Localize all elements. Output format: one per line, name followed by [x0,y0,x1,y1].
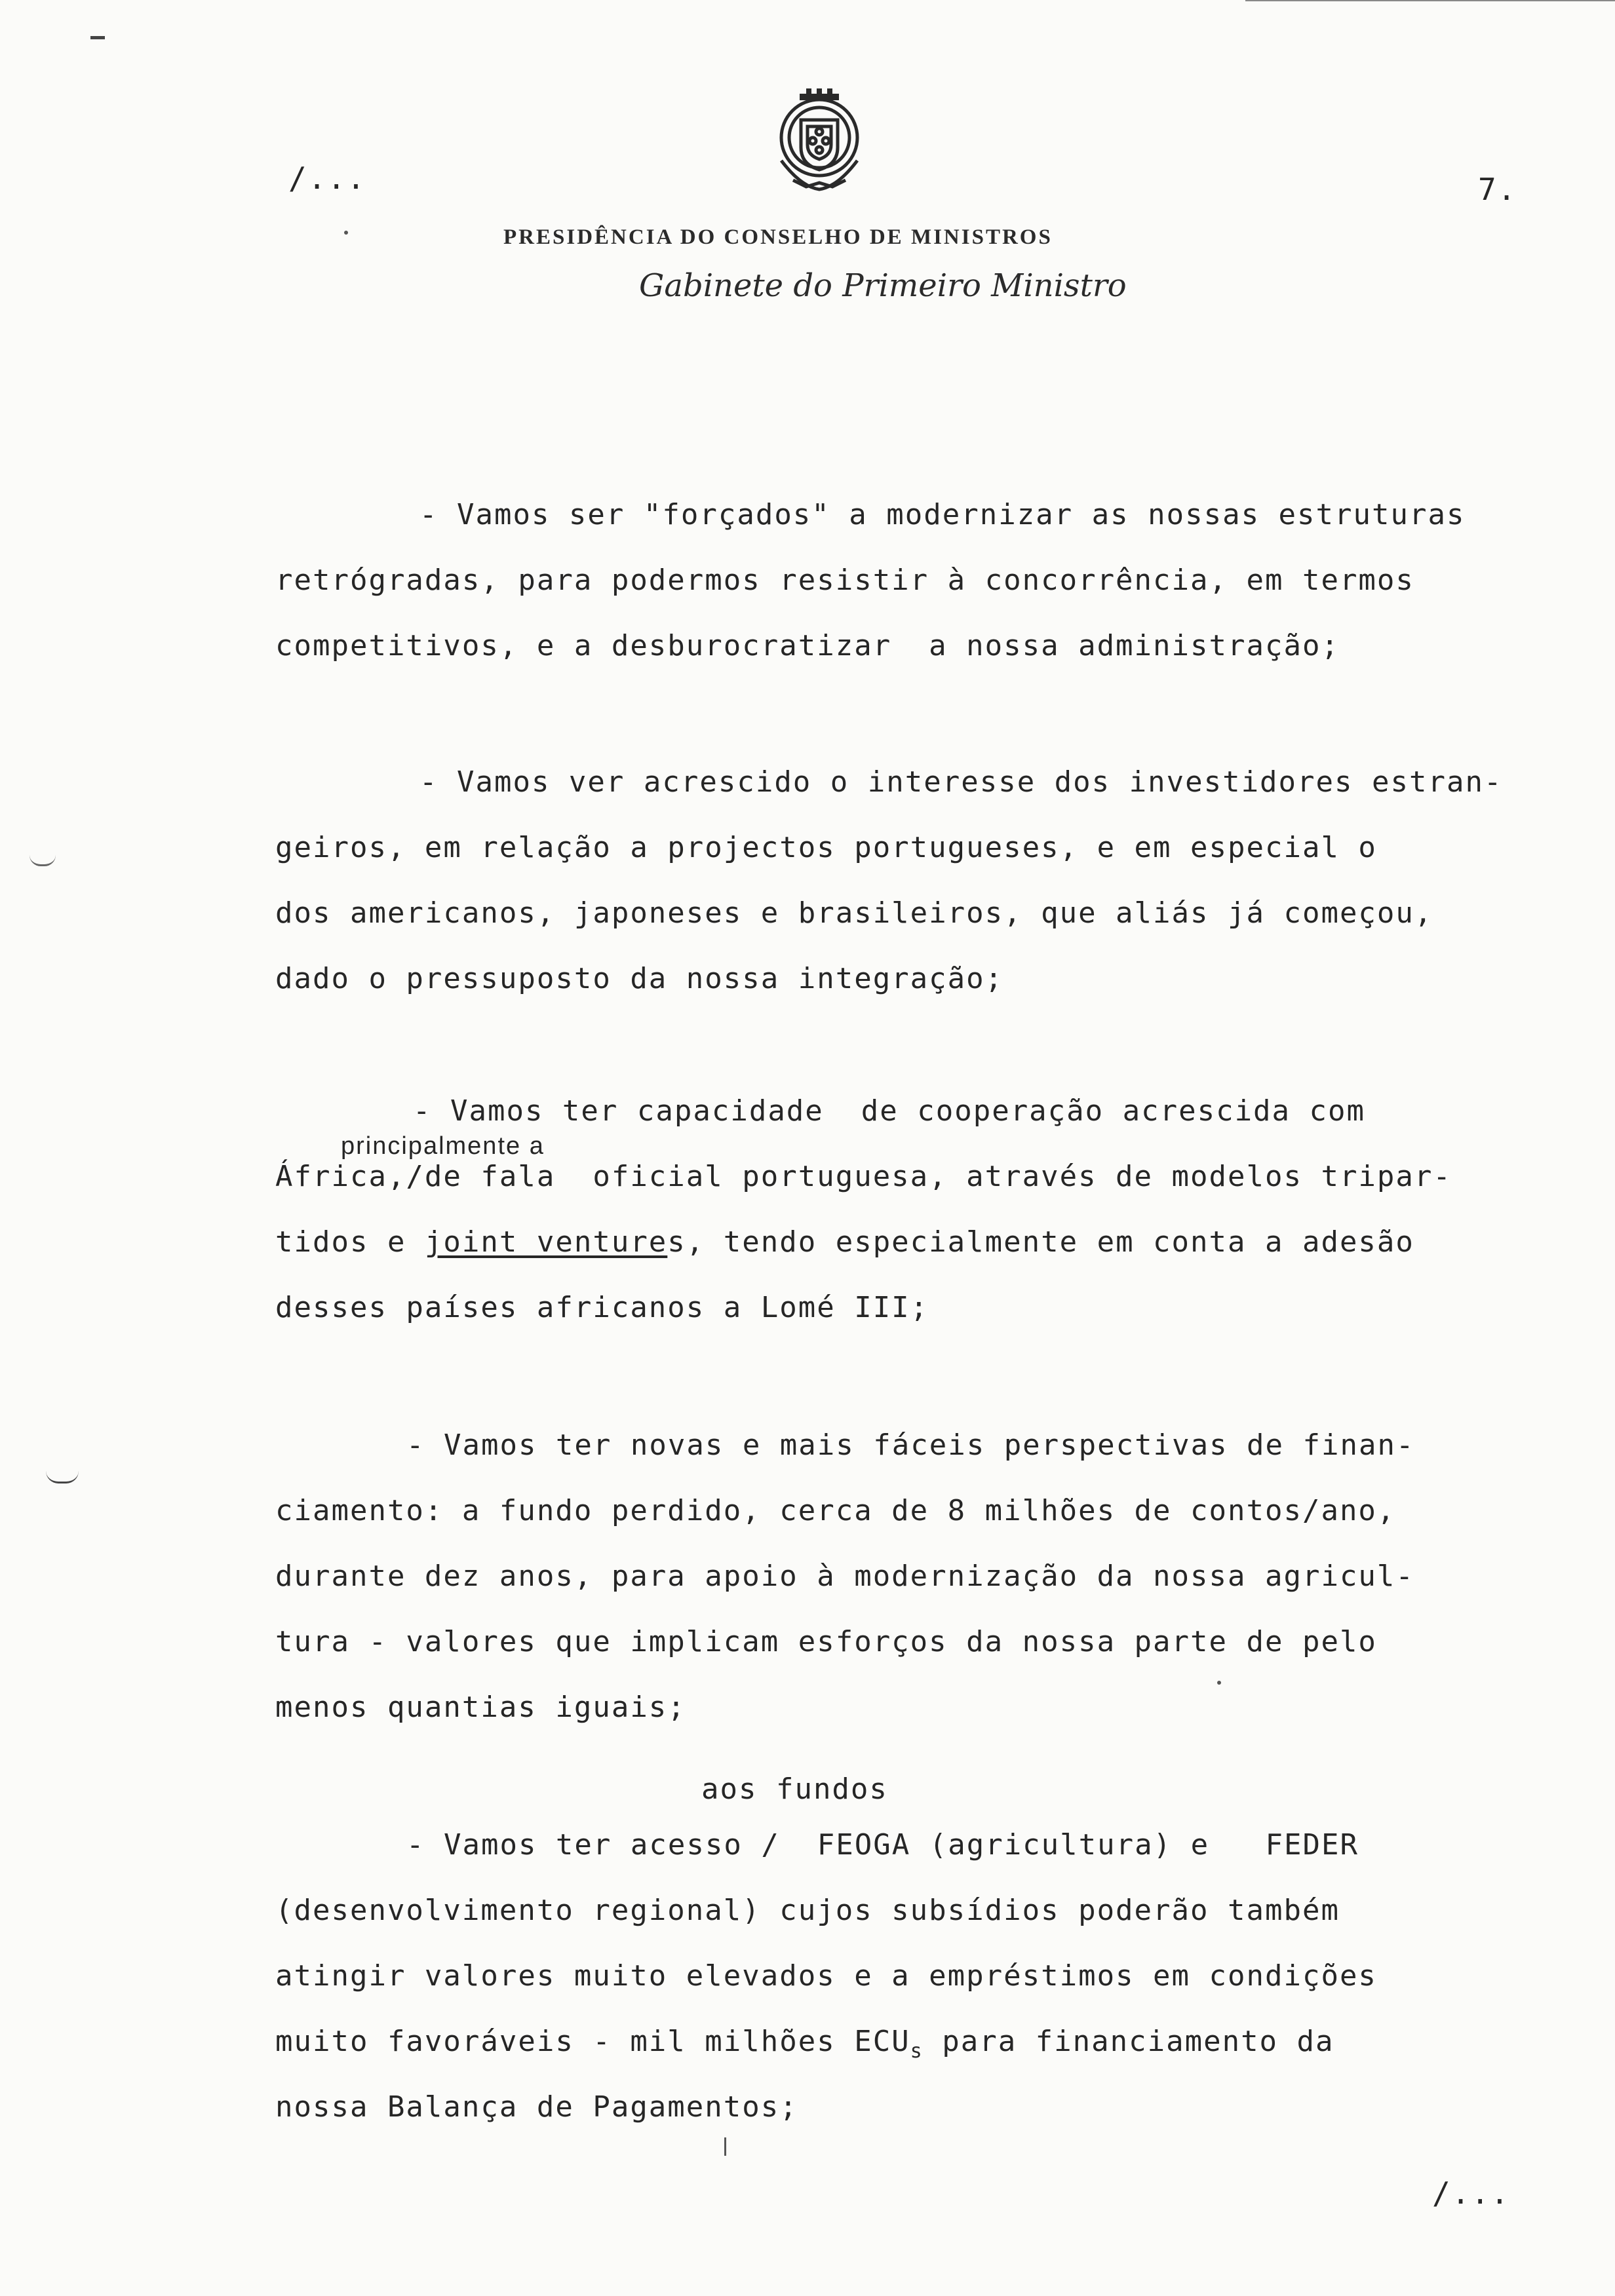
paragraph-5-line-5: nossa Balança de Pagamentos; [275,2090,798,2124]
joint-venture-term: joint venture [424,1225,668,1259]
next-page-marker: /... [1432,2175,1510,2211]
paragraph-4-line-3: durante dez anos, para apoio à modernização da nossa agricul- [275,1559,1414,1593]
paragraph-1-line-1: - Vamos ser "forçados" a modernizar as nossas estruturas [419,498,1466,531]
office-name: Gabinete do Primeiro Ministro [639,267,1127,304]
paragraph-3 [275,1094,1560,1330]
handwritten-insertion-principalmente: principalmente a [341,1132,545,1160]
paragraph-1-line-3: competitivos, e a desburocratizar a nossa administração; [275,629,1340,662]
paragraph-5-line-4-start: muito favoráveis - mil milhões ECU [275,2025,910,2058]
paragraph-5-line-4 [275,2025,1334,2063]
paragraph-3-line-4: desses países africanos a Lomé III; [275,1291,929,1324]
paragraph-4-line-4: tura - valores que implicam esforços da nossa parte de pelo [275,1625,1377,1658]
paragraph-2-line-2: geiros, em relação a projectos portugueses, e em especial o [275,831,1377,864]
paragraph-4 [275,1428,1560,1743]
previous-page-marker: /... [288,161,366,196]
paragraph-4-line-5: menos quantias iguais; [275,1691,686,1724]
paragraph-2-line-4: dado o pressuposto da nossa integração; [275,962,1004,995]
scan-speck [344,231,348,235]
scan-speck [1217,1681,1221,1685]
page-edge-line [1245,0,1615,1]
handwritten-insertion-aos-fundos: aos fundos [701,1772,888,1806]
coat-of-arms-icon [767,88,872,206]
paragraph-5-line-3: atingir valores muito elevados e a empréstimos em condições [275,1959,1377,1993]
paragraph-3-line-3 [275,1225,1414,1259]
institution-name: PRESIDÊNCIA DO CONSELHO DE MINISTROS [503,225,1053,249]
paragraph-3-line-1: - Vamos ter capacidade de cooperação acrescida com [413,1094,1366,1128]
margin-curve-mark [46,1471,79,1483]
margin-mark [90,36,105,39]
paragraph-2-line-1: - Vamos ver acrescido o interesse dos investidores estran- [419,765,1503,799]
paragraph-5-line-2: (desenvolvimento regional) cujos subsídios poderão também [275,1894,1340,1927]
paragraph-4-line-2: ciamento: a fundo perdido, cerca de 8 milhões de contos/ano, [275,1494,1396,1527]
scan-speck [724,2137,726,2156]
paragraph-3-line-2: África,/de fala oficial portuguesa, através de modelos tripar- [275,1160,1452,1193]
paragraph-5 [275,1772,1560,2139]
paragraph-5-line-4-end: para financiamento da [923,2025,1334,2058]
paragraph-3-line-3-end: s, tendo especialmente em conta a adesão [667,1225,1414,1259]
paragraph-1 [275,498,1560,681]
paragraph-3-line-3-start: tidos e [275,1225,425,1259]
ecu-subscript: s [910,2039,924,2063]
margin-curve-mark [29,855,56,866]
paragraph-5-line-1: - Vamos ter acesso / FEOGA (agricultura) e FEDER [406,1828,1359,1862]
paragraph-2 [275,765,1560,1014]
paragraph-1-line-2: retrógradas, para podermos resistir à concorrência, em termos [275,564,1414,597]
paragraph-2-line-3: dos americanos, japoneses e brasileiros, que aliás já começou, [275,896,1433,930]
page-number: 7. [1478,172,1517,207]
paragraph-4-line-1: - Vamos ter novas e mais fáceis perspectivas de finan- [406,1428,1415,1462]
